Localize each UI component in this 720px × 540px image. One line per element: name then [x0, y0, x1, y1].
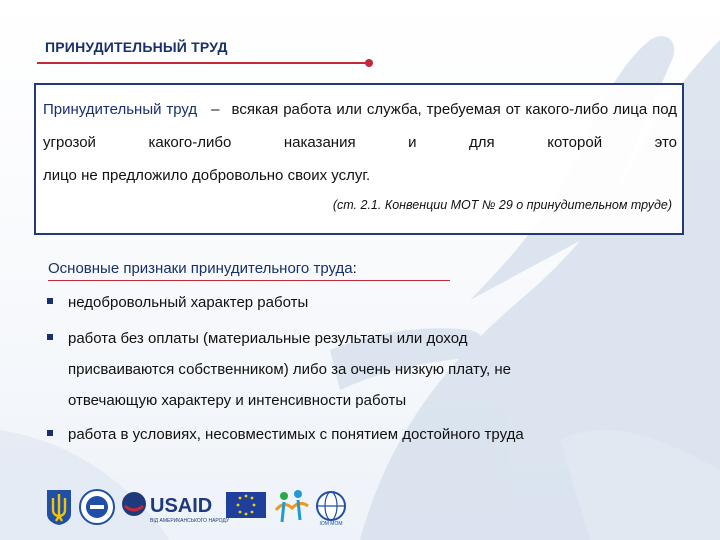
definition-line2: какого-либо лица под угрозой какого-либо наказания и для которой это — [43, 101, 677, 151]
definition-text — [43, 93, 677, 192]
definition-line3: лицо не предложило добровольно своих услуг. — [43, 167, 371, 184]
definition-dash: – — [211, 101, 220, 118]
eu-flag-icon — [226, 488, 266, 520]
ministry-emblem-icon — [78, 488, 116, 526]
usaid-tagline: ВІД АМЕРИКАНСЬКОГО НАРОДУ — [150, 518, 230, 524]
bullet-square-icon — [47, 430, 53, 436]
definition-source: (ст. 2.1. Конвенции МОТ № 29 о принудительном труде) — [332, 198, 672, 212]
signs-heading — [48, 260, 357, 277]
ukraine-coat-of-arms-icon — [46, 488, 72, 526]
list-item-text: работа в условиях, несовместимых с понятием достойного труда — [68, 426, 524, 443]
title-underline — [37, 62, 369, 64]
bullet-square-icon — [47, 298, 53, 304]
list-item-text: недобровольный характер работы — [68, 294, 309, 311]
usaid-wordmark: USAID — [150, 495, 213, 517]
list-item — [47, 287, 687, 318]
definition-line1: всякая работа или служба, требуемая от — [231, 101, 521, 118]
title-underline-dot — [365, 59, 373, 67]
iom-logo — [314, 488, 348, 526]
definition-box — [34, 83, 684, 235]
list-item — [47, 323, 567, 416]
bullet-square-icon — [47, 334, 53, 340]
list-item-text: работа без оплаты (материальные результаты или доход присваиваются собственником) либо за очень низкую плату, не отвечающую характеру и интенсивности работы — [68, 330, 511, 409]
slide-title: ПРИНУДИТЕЛЬНЫЙ ТРУД — [45, 39, 228, 55]
iom-wordmark: IOM МОМ — [319, 521, 343, 527]
signs-heading-colon: : — [352, 260, 357, 277]
children-figure-icon — [272, 488, 312, 526]
usaid-logo — [120, 488, 230, 526]
signs-heading-underline — [48, 280, 450, 281]
definition-term: Принудительный труд — [43, 101, 198, 118]
signs-heading-text: Основные признаки принудительного труда — [48, 260, 353, 277]
list-item — [47, 419, 687, 450]
